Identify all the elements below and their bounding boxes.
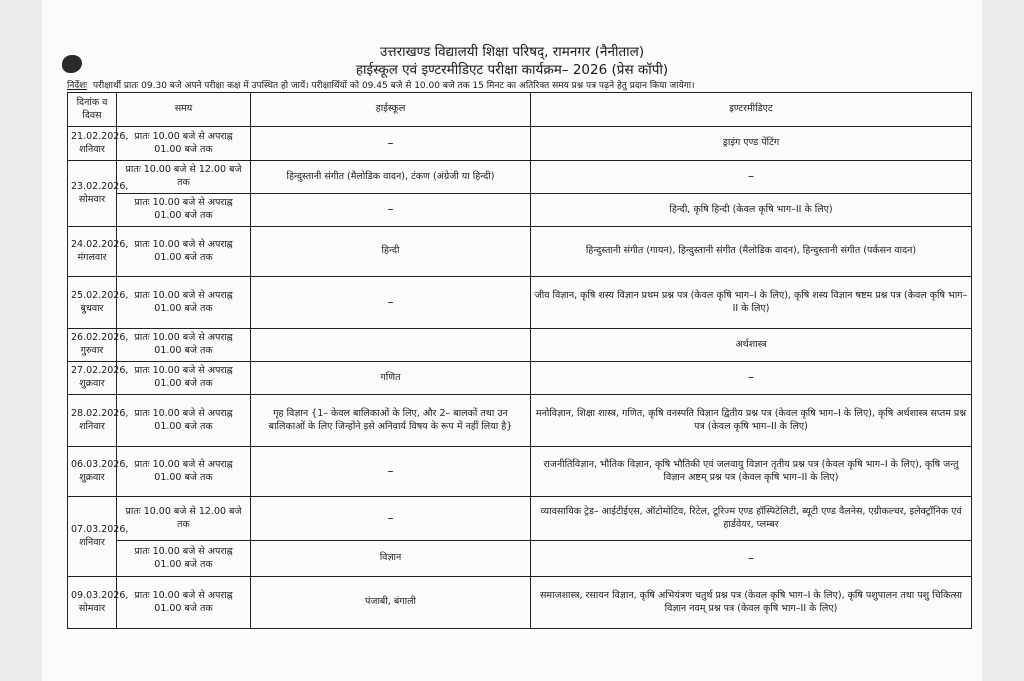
header-time: समय — [117, 93, 251, 127]
date-cell: 26.02.2026, गुरुवार — [68, 329, 117, 362]
instruction-label: निर्देशः — [67, 81, 88, 91]
intermediate-cell: हिन्दुस्तानी संगीत (गायन), हिन्दुस्तानी संगीत (मैलोडिक वादन), हिन्दुस्तानी संगीत (पर्कसन वादन) — [531, 227, 972, 277]
highschool-cell — [251, 329, 531, 362]
time-cell: प्रातः 10.00 बजे से अपराह्न 01.00 बजे तक — [117, 362, 251, 395]
date-cell: 06.03.2026, शुक्रवार — [68, 447, 117, 497]
board-title: उत्तराखण्ड विद्यालयी शिक्षा परिषद्, रामनगर (नैनीताल) — [379, 44, 645, 60]
table-row — [68, 127, 972, 161]
header-highschool: हाईस्कूल — [251, 93, 531, 127]
time-cell: प्रातः 10.00 बजे से अपराह्न 01.00 बजे तक — [117, 577, 251, 629]
table-row — [68, 329, 972, 362]
intermediate-cell: – — [531, 541, 972, 577]
intermediate-cell: – — [531, 362, 972, 395]
intermediate-cell: समाजशास्त्र, रसायन विज्ञान, कृषि अभियंत्रण चतुर्थ प्रश्न पत्र (केवल कृषि भाग–I के लिए), कृषि पशुपालन तथा पशु चिकित्सा विज्ञान नवम् प्रश्न पत्र (केवल कृषि भाग–II के लिए) — [531, 577, 972, 629]
table-row — [68, 161, 972, 194]
table-row — [68, 194, 972, 227]
time-cell: प्रातः 10.00 बजे से अपराह्न 01.00 बजे तक — [117, 447, 251, 497]
table-row — [68, 577, 972, 629]
highschool-cell: – — [251, 447, 531, 497]
date-cell: 27.02.2026, शुक्रवार — [68, 362, 117, 395]
time-cell: प्रातः 10.00 बजे से अपराह्न 01.00 बजे तक — [117, 227, 251, 277]
table-row — [68, 447, 972, 497]
intermediate-cell: अर्थशास्त्र — [531, 329, 972, 362]
highschool-cell: – — [251, 194, 531, 227]
highschool-cell: गणित — [251, 362, 531, 395]
time-cell: प्रातः 10.00 बजे से अपराह्न 01.00 बजे तक — [117, 277, 251, 329]
table-row — [68, 541, 972, 577]
highschool-cell: – — [251, 127, 531, 161]
intermediate-cell: – — [531, 161, 972, 194]
time-cell: प्रातः 10.00 बजे से अपराह्न 01.00 बजे तक — [117, 127, 251, 161]
intermediate-cell: जीव विज्ञान, कृषि शस्य विज्ञान प्रथम प्रश्न पत्र (केवल कृषि भाग–I के लिए), कृषि शस्य विज्ञान षष्टम प्रश्न पत्र (केवल कृषि भाग–II के लिए) — [531, 277, 972, 329]
highschool-cell: पंजाबी, बंगाली — [251, 577, 531, 629]
date-cell: 09.03.2026, सोमवार — [68, 577, 117, 629]
time-cell: प्रातः 10.00 बजे से अपराह्न 01.00 बजे तक — [117, 194, 251, 227]
table-row — [68, 277, 972, 329]
date-cell: 07.03.2026, शनिवार — [68, 497, 117, 577]
table-row — [68, 497, 972, 541]
date-cell: 25.02.2026, बुधवार — [68, 277, 117, 329]
highschool-cell: विज्ञान — [251, 541, 531, 577]
intermediate-cell: हिन्दी, कृषि हिन्दी (केवल कृषि भाग–II के लिए) — [531, 194, 972, 227]
highschool-cell: हिन्दुस्तानी संगीत (मैलोडिक वादन), टंकण (अंग्रेजी या हिन्दी) — [251, 161, 531, 194]
date-cell: 24.02.2026, मंगलवार — [68, 227, 117, 277]
instruction-note — [67, 78, 695, 91]
time-cell: प्रातः 10.00 बजे से अपराह्न 01.00 बजे तक — [117, 329, 251, 362]
program-title: हाईस्कूल एवं इण्टरमीडिएट परीक्षा कार्यक्रम– 2026 (प्रेस कॉपी) — [355, 62, 669, 78]
exam-schedule-table — [67, 92, 972, 629]
time-cell: प्रातः 10.00 बजे से 12.00 बजे तक — [117, 161, 251, 194]
table-header-row — [68, 93, 972, 127]
intermediate-cell: व्यावसायिक ट्रेड– आईटीईएस, ऑटोमोटिव, रिटेल, टूरिज्म एण्ड हॉस्पिटेलिटी, ब्यूटी एण्ड वैलनेस, एग्रीकल्चर, इलेक्ट्रॉनिक एवं हार्डवेयर, प्लम्बर — [531, 497, 972, 541]
table-row — [68, 362, 972, 395]
time-cell: प्रातः 10.00 बजे से अपराह्न 01.00 बजे तक — [117, 395, 251, 447]
highschool-cell: गृह विज्ञान {1– केवल बालिकाओं के लिए, और 2– बालकों तथा उन बालिकाओं के लिए जिन्होंने इसे अनिवार्य विषय के रूप में नहीं लिया है} — [251, 395, 531, 447]
highschool-cell: – — [251, 277, 531, 329]
intermediate-cell: मनोविज्ञान, शिक्षा शास्त्र, गणित, कृषि वनस्पति विज्ञान द्वितीय प्रश्न पत्र (केवल कृषि भाग–I के लिए), कृषि अर्थशास्त्र सप्तम प्रश्न पत्र (केवल कृषि भाग–II के लिए) — [531, 395, 972, 447]
date-cell: 21.02.2026, शनिवार — [68, 127, 117, 161]
date-cell: 28.02.2026, शनिवार — [68, 395, 117, 447]
table-row — [68, 227, 972, 277]
header-intermediate: इण्टरमीडिएट — [531, 93, 972, 127]
date-cell: 23.02.2026, सोमवार — [68, 161, 117, 227]
table-row — [68, 395, 972, 447]
intermediate-cell: राजनीतिविज्ञान, भौतिक विज्ञान, कृषि भौतिकी एवं जलवायु विज्ञान तृतीय प्रश्न पत्र (केवल कृषि भाग–I के लिए), कृषि जन्तु विज्ञान अष्टम् प्रश्न पत्र (केवल कृषि भाग–II के लिए) — [531, 447, 972, 497]
time-cell: प्रातः 10.00 बजे से अपराह्न 01.00 बजे तक — [117, 541, 251, 577]
highschool-cell: – — [251, 497, 531, 541]
header-date: दिनांक व दिवस — [68, 93, 117, 127]
intermediate-cell: ड्राइंग एण्ड पेंटिंग — [531, 127, 972, 161]
time-cell: प्रातः 10.00 बजे से 12.00 बजे तक — [117, 497, 251, 541]
instruction-text: परीक्षार्थी प्रातः 09.30 बजे अपने परीक्षा कक्ष में उपस्थित हो जायें। परीक्षार्थियों को 09.45 बजे से 10.00 बजे तक 15 मिनट का अतिरिक्त समय प्रश्न पत्र पढ़ने हेतु प्रदान किया जायेगा। — [93, 81, 695, 91]
highschool-cell: हिन्दी — [251, 227, 531, 277]
